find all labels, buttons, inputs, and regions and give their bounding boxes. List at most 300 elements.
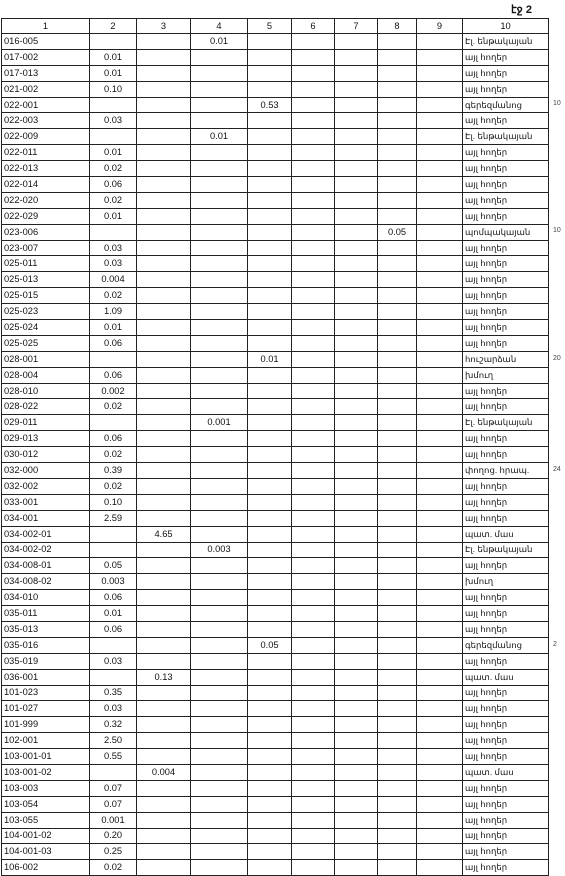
land-use-cell: այլ հողեր [463, 256, 549, 272]
area-value-cell: 0.01 [90, 65, 137, 81]
area-value-cell [191, 701, 248, 717]
area-value-cell [191, 208, 248, 224]
area-value-cell: 0.003 [90, 574, 137, 590]
parcel-code-cell: 025-024 [2, 320, 90, 336]
area-value-cell: 0.01 [248, 351, 292, 367]
area-value-cell: 0.07 [90, 796, 137, 812]
parcel-code-cell: 022-011 [2, 145, 90, 161]
area-value-cell [248, 812, 292, 828]
table-row [2, 383, 549, 399]
area-value-cell: 0.001 [90, 812, 137, 828]
area-value-cell [417, 494, 463, 510]
area-value-cell [335, 796, 378, 812]
area-value-cell [417, 415, 463, 431]
area-value-cell [378, 304, 417, 320]
area-value-cell: 2.59 [90, 510, 137, 526]
area-value-cell [417, 637, 463, 653]
column-header: 3 [137, 19, 191, 34]
area-value-cell [378, 717, 417, 733]
area-value-cell [292, 415, 335, 431]
land-use-cell: այլ հողեր [463, 335, 549, 351]
area-value-cell [137, 335, 191, 351]
area-value-cell [335, 129, 378, 145]
land-use-cell: այլ հողեր [463, 733, 549, 749]
area-value-cell [335, 812, 378, 828]
area-value-cell [292, 399, 335, 415]
area-value-cell [417, 192, 463, 208]
area-value-cell [378, 97, 417, 113]
area-value-cell [191, 764, 248, 780]
parcel-code-cell: 025-023 [2, 304, 90, 320]
area-value-cell [137, 780, 191, 796]
area-value-cell [378, 701, 417, 717]
area-value-cell [378, 192, 417, 208]
table-row [2, 574, 549, 590]
area-value-cell [248, 399, 292, 415]
parcel-code-cell: 104-001-03 [2, 844, 90, 860]
margin-note: 10 [553, 100, 561, 108]
area-value-cell [191, 796, 248, 812]
area-value-cell [191, 288, 248, 304]
area-value-cell [191, 812, 248, 828]
area-value-cell [191, 447, 248, 463]
area-value-cell [292, 304, 335, 320]
area-value-cell [90, 415, 137, 431]
area-value-cell: 0.06 [90, 177, 137, 193]
parcel-code-cell: 035-016 [2, 637, 90, 653]
table-row [2, 304, 549, 320]
parcel-code-cell: 035-013 [2, 621, 90, 637]
area-value-cell: 0.32 [90, 717, 137, 733]
area-value-cell [417, 606, 463, 622]
area-value-cell: 0.01 [90, 208, 137, 224]
area-value-cell [378, 463, 417, 479]
parcel-code-cell: 016-005 [2, 34, 90, 50]
area-value-cell [292, 526, 335, 542]
parcel-code-cell: 017-013 [2, 65, 90, 81]
area-value-cell [292, 494, 335, 510]
area-value-cell [417, 701, 463, 717]
area-value-cell [191, 49, 248, 65]
area-value-cell [378, 764, 417, 780]
area-value-cell [137, 304, 191, 320]
area-value-cell [292, 367, 335, 383]
area-value-cell [191, 621, 248, 637]
area-value-cell [137, 256, 191, 272]
area-value-cell [378, 335, 417, 351]
area-value-cell [248, 81, 292, 97]
area-value-cell [335, 34, 378, 50]
area-value-cell [335, 494, 378, 510]
area-value-cell [292, 764, 335, 780]
table-row [2, 288, 549, 304]
land-use-cell: այլ հողեր [463, 812, 549, 828]
parcel-code-cell: 034-002-02 [2, 542, 90, 558]
area-value-cell [378, 177, 417, 193]
area-value-cell: 0.02 [90, 288, 137, 304]
table-row [2, 161, 549, 177]
land-use-cell: այլ հողեր [463, 177, 549, 193]
table-row [2, 415, 549, 431]
table-row [2, 653, 549, 669]
area-value-cell [417, 812, 463, 828]
parcel-code-cell: 023-007 [2, 240, 90, 256]
area-value-cell [292, 860, 335, 876]
area-value-cell [137, 288, 191, 304]
table-row [2, 320, 549, 336]
area-value-cell [335, 192, 378, 208]
area-value-cell: 0.03 [90, 256, 137, 272]
area-value-cell [378, 399, 417, 415]
area-value-cell [137, 351, 191, 367]
parcel-code-cell: 032-000 [2, 463, 90, 479]
land-use-cell: այլ հողեր [463, 304, 549, 320]
area-value-cell [248, 574, 292, 590]
area-value-cell [191, 558, 248, 574]
area-value-cell [248, 335, 292, 351]
area-value-cell [137, 177, 191, 193]
table-row [2, 542, 549, 558]
area-value-cell [248, 65, 292, 81]
area-value-cell [292, 272, 335, 288]
land-use-cell: պատ. մաս [463, 669, 549, 685]
area-value-cell: 0.10 [90, 81, 137, 97]
parcel-code-cell: 035-011 [2, 606, 90, 622]
area-value-cell [191, 637, 248, 653]
land-use-cell: այլ հողեր [463, 272, 549, 288]
area-value-cell [90, 351, 137, 367]
land-use-cell: այլ հողեր [463, 494, 549, 510]
area-value-cell [248, 224, 292, 240]
parcel-code-cell: 030-012 [2, 447, 90, 463]
page-number: էջ 2 [511, 4, 532, 16]
table-row [2, 621, 549, 637]
area-value-cell [191, 272, 248, 288]
land-use-cell: այլ հողեր [463, 510, 549, 526]
parcel-code-cell: 034-001 [2, 510, 90, 526]
table-row [2, 526, 549, 542]
area-value-cell [137, 812, 191, 828]
area-value-cell [378, 272, 417, 288]
area-value-cell [248, 256, 292, 272]
area-value-cell [137, 399, 191, 415]
area-value-cell [417, 669, 463, 685]
parcel-code-cell: 023-006 [2, 224, 90, 240]
area-value-cell [90, 526, 137, 542]
area-value-cell [137, 558, 191, 574]
parcel-code-cell: 028-001 [2, 351, 90, 367]
area-value-cell [191, 399, 248, 415]
table-row [2, 796, 549, 812]
area-value-cell [417, 145, 463, 161]
table-row [2, 637, 549, 653]
land-use-cell: Էլ. ենթակայան [463, 542, 549, 558]
land-use-cell: այլ հողեր [463, 621, 549, 637]
area-value-cell [335, 510, 378, 526]
area-value-cell [137, 510, 191, 526]
area-value-cell [292, 351, 335, 367]
area-value-cell [137, 463, 191, 479]
area-value-cell [378, 860, 417, 876]
parcel-code-cell: 103-055 [2, 812, 90, 828]
land-use-cell: այլ հողեր [463, 558, 549, 574]
area-value-cell [335, 717, 378, 733]
area-value-cell [378, 113, 417, 129]
table-row [2, 129, 549, 145]
area-value-cell: 0.02 [90, 161, 137, 177]
parcel-code-cell: 028-022 [2, 399, 90, 415]
area-value-cell [335, 733, 378, 749]
area-value-cell [335, 526, 378, 542]
area-value-cell [292, 256, 335, 272]
parcel-code-cell: 029-011 [2, 415, 90, 431]
parcel-code-cell: 028-004 [2, 367, 90, 383]
area-value-cell [248, 145, 292, 161]
area-value-cell [137, 478, 191, 494]
area-value-cell [378, 542, 417, 558]
area-value-cell [292, 844, 335, 860]
table-row [2, 749, 549, 765]
area-value-cell [417, 34, 463, 50]
area-value-cell [378, 81, 417, 97]
area-value-cell [137, 192, 191, 208]
area-value-cell [335, 764, 378, 780]
area-value-cell [292, 129, 335, 145]
margin-note: 2 [553, 640, 557, 648]
area-value-cell [248, 383, 292, 399]
land-use-cell: այլ հողեր [463, 383, 549, 399]
area-value-cell [417, 749, 463, 765]
land-use-cell: հուշարձան [463, 351, 549, 367]
land-use-cell: Էլ. ենթակայան [463, 34, 549, 50]
table-row [2, 399, 549, 415]
area-value-cell [248, 463, 292, 479]
area-value-cell: 0.13 [137, 669, 191, 685]
table-row [2, 685, 549, 701]
area-value-cell: 0.01 [90, 145, 137, 161]
land-use-cell: այլ հողեր [463, 192, 549, 208]
area-value-cell [335, 606, 378, 622]
land-use-cell: այլ հողեր [463, 796, 549, 812]
area-value-cell [137, 383, 191, 399]
area-value-cell [292, 335, 335, 351]
area-value-cell [191, 526, 248, 542]
area-value-cell [335, 447, 378, 463]
area-value-cell [90, 764, 137, 780]
parcel-code-cell: 103-003 [2, 780, 90, 796]
land-use-cell: այլ հողեր [463, 606, 549, 622]
land-use-cell: այլ հողեր [463, 653, 549, 669]
area-value-cell [292, 780, 335, 796]
area-value-cell [335, 272, 378, 288]
area-value-cell [248, 240, 292, 256]
area-value-cell [137, 367, 191, 383]
land-use-cell: այլ հողեր [463, 780, 549, 796]
parcel-code-cell: 022-029 [2, 208, 90, 224]
table-row [2, 558, 549, 574]
table-row [2, 65, 549, 81]
area-value-cell [137, 621, 191, 637]
area-value-cell [335, 669, 378, 685]
land-use-cell: այլ հողեր [463, 478, 549, 494]
area-value-cell [378, 256, 417, 272]
area-value-cell [292, 574, 335, 590]
area-value-cell [417, 224, 463, 240]
area-value-cell [335, 304, 378, 320]
area-value-cell [191, 383, 248, 399]
area-value-cell [248, 447, 292, 463]
area-value-cell [191, 431, 248, 447]
area-value-cell [335, 351, 378, 367]
parcel-code-cell: 032-002 [2, 478, 90, 494]
area-value-cell [335, 224, 378, 240]
area-value-cell [248, 653, 292, 669]
land-use-cell: այլ հողեր [463, 701, 549, 717]
parcel-code-cell: 104-001-02 [2, 828, 90, 844]
column-header: 4 [191, 19, 248, 34]
area-value-cell [248, 780, 292, 796]
table-row [2, 272, 549, 288]
area-value-cell [417, 320, 463, 336]
area-value-cell [292, 383, 335, 399]
area-value-cell [378, 34, 417, 50]
area-value-cell [335, 637, 378, 653]
area-value-cell: 0.10 [90, 494, 137, 510]
land-use-cell: այլ հողեր [463, 240, 549, 256]
area-value-cell [248, 177, 292, 193]
area-value-cell [191, 256, 248, 272]
area-value-cell [378, 621, 417, 637]
area-value-cell [90, 129, 137, 145]
area-value-cell [292, 669, 335, 685]
area-value-cell: 0.01 [90, 606, 137, 622]
land-use-cell: այլ հողեր [463, 844, 549, 860]
table-row [2, 590, 549, 606]
area-value-cell [417, 161, 463, 177]
area-value-cell [335, 161, 378, 177]
column-header: 5 [248, 19, 292, 34]
column-header: 8 [378, 19, 417, 34]
area-value-cell [248, 606, 292, 622]
land-use-cell: Էլ. ենթակայան [463, 415, 549, 431]
area-value-cell [378, 749, 417, 765]
area-value-cell [292, 558, 335, 574]
area-value-cell: 0.02 [90, 860, 137, 876]
table-row [2, 97, 549, 113]
area-value-cell [248, 542, 292, 558]
area-value-cell [335, 113, 378, 129]
land-use-cell: այլ հողեր [463, 860, 549, 876]
table-row [2, 335, 549, 351]
area-value-cell [292, 510, 335, 526]
land-use-cell: այլ հողեր [463, 113, 549, 129]
area-value-cell [417, 351, 463, 367]
area-value-cell [191, 717, 248, 733]
land-use-cell: պատ. մաս [463, 764, 549, 780]
area-value-cell [137, 240, 191, 256]
parcel-code-cell: 025-015 [2, 288, 90, 304]
area-value-cell [417, 463, 463, 479]
area-value-cell [335, 97, 378, 113]
area-value-cell [137, 447, 191, 463]
area-value-cell [378, 780, 417, 796]
parcel-code-cell: 025-025 [2, 335, 90, 351]
area-value-cell [417, 431, 463, 447]
area-value-cell: 0.05 [378, 224, 417, 240]
area-value-cell [137, 701, 191, 717]
area-value-cell [335, 288, 378, 304]
area-value-cell [417, 177, 463, 193]
table-row [2, 447, 549, 463]
area-value-cell [248, 526, 292, 542]
area-value-cell [137, 542, 191, 558]
area-value-cell [292, 796, 335, 812]
area-value-cell [191, 669, 248, 685]
area-value-cell [378, 574, 417, 590]
area-value-cell: 2.50 [90, 733, 137, 749]
parcel-code-cell: 028-010 [2, 383, 90, 399]
area-value-cell: 0.39 [90, 463, 137, 479]
area-value-cell [137, 208, 191, 224]
area-value-cell [378, 129, 417, 145]
area-value-cell [378, 383, 417, 399]
area-value-cell [292, 431, 335, 447]
area-value-cell [248, 320, 292, 336]
area-value-cell [248, 34, 292, 50]
area-value-cell [137, 733, 191, 749]
table-row [2, 34, 549, 50]
area-value-cell [417, 335, 463, 351]
area-value-cell [335, 463, 378, 479]
area-value-cell [417, 844, 463, 860]
area-value-cell [335, 399, 378, 415]
table-row [2, 367, 549, 383]
area-value-cell [378, 145, 417, 161]
area-value-cell: 0.05 [248, 637, 292, 653]
table-row [2, 733, 549, 749]
area-value-cell [378, 669, 417, 685]
area-value-cell [417, 81, 463, 97]
area-value-cell [137, 145, 191, 161]
area-value-cell [137, 81, 191, 97]
area-value-cell [248, 590, 292, 606]
area-value-cell [248, 701, 292, 717]
area-value-cell [137, 606, 191, 622]
table-row [2, 510, 549, 526]
area-value-cell: 0.01 [191, 129, 248, 145]
area-value-cell [90, 97, 137, 113]
land-use-cell: այլ հողեր [463, 431, 549, 447]
table-row [2, 208, 549, 224]
area-value-cell [137, 844, 191, 860]
area-value-cell [137, 161, 191, 177]
area-value-cell: 0.03 [90, 701, 137, 717]
area-value-cell [417, 558, 463, 574]
land-use-cell: այլ հողեր [463, 685, 549, 701]
area-value-cell [137, 494, 191, 510]
area-value-cell [191, 733, 248, 749]
area-value-cell [137, 415, 191, 431]
area-value-cell [292, 161, 335, 177]
area-value-cell [137, 574, 191, 590]
area-value-cell [417, 764, 463, 780]
parcel-code-cell: 106-002 [2, 860, 90, 876]
area-value-cell [248, 272, 292, 288]
area-value-cell [248, 49, 292, 65]
parcel-code-cell: 022-001 [2, 97, 90, 113]
area-value-cell [292, 240, 335, 256]
area-value-cell [417, 590, 463, 606]
